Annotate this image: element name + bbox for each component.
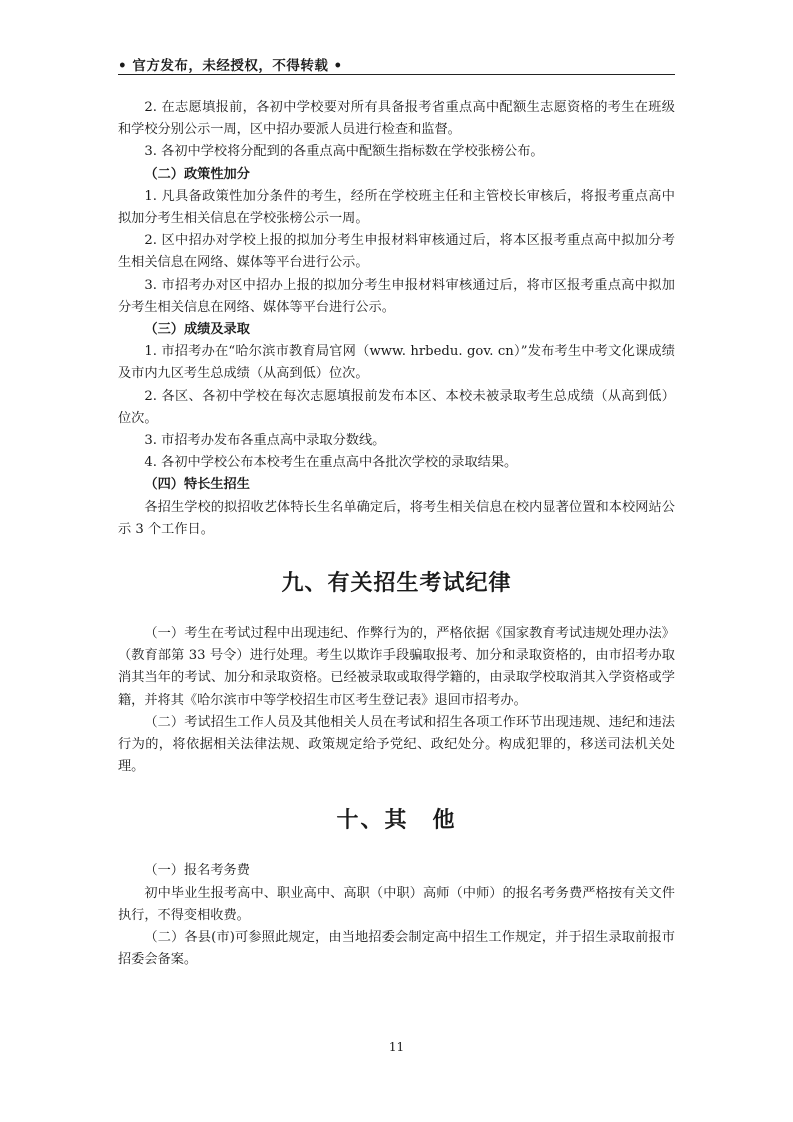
paragraph: 初中毕业生报考高中、职业高中、高职（中职）高师（中师）的报名考务费严格按有关文件执行，不得变相收费。 [118,885,675,923]
subheading-policy-bonus: （二）政策性加分 [144,166,250,182]
paragraph: （一）考生在考试过程中出现违纪、作弊行为的，严格依据《国家教育考试违规处理办法》（教育部第 33 号令）进行处理。考生以欺诈手段骗取报考、加分和录取资格的，由市招考办取消其当年的考试、加分和录取资格。已经被录取或取得学籍的，由录取学校取消其入学资格或学籍，并将其《哈尔滨市中等学校招生市区考生登记表》退回市招考办。 [118,626,675,708]
page-content [118,97,675,972]
paragraph: 各招生学校的拟招收艺体特长生名单确定后，将考生相关信息在校内显著位置和本校网站公示 3 个工作日。 [118,499,675,537]
paragraph: 1. 凡具备政策性加分条件的考生，经所在学校班主任和主管校长审核后，将报考重点高中拟加分考生相关信息在学校张榜公示一周。 [118,188,675,227]
paragraph: 3. 各初中学校将分配到的各重点高中配额生指标数在学校张榜公布。 [144,144,544,160]
subheading-registration-fee: （一）报名考务费 [144,863,250,879]
paragraph: 1. 市招考办在“哈尔滨市教育局官网（www. hrbedu. gov. cn）”发布考生中考文化课成绩及市内九区考生总成绩（从高到低）位次。 [118,344,675,382]
paragraph: 4. 各初中学校公布本校考生在重点高中各批次学校的录取结果。 [144,455,518,471]
paragraph: （二）各县(市)可参照此规定，由当地招委会制定高中招生工作规定，并于招生录取前报市招委会备案。 [118,930,675,968]
section-title-other: 十、其 他 [336,808,457,834]
paragraph: 3. 市招考办对区中招办上报的拟加分考生申报材料审核通过后，将市区报考重点高中拟加分考生相关信息在网络、媒体等平台进行公示。 [118,277,675,315]
page-header: • 官方发布，未经授权，不得转载 • [118,58,343,74]
subheading-special-talent: （四）特长生招生 [144,477,250,493]
section-title-exam-discipline: 九、有关招生考试纪律 [281,571,512,597]
subheading-scores-admission: （三）成绩及录取 [144,322,250,338]
paragraph: 2. 区中招办对学校上报的拟加分考生申报材料审核通过后，将本区报考重点高中拟加分考生相关信息在网络、媒体等平台进行公示。 [118,233,675,271]
paragraph: （二）考试招生工作人员及其他相关人员在考试和招生各项工作环节出现违规、违纪和违法行为的，将依据相关法律法规、政策规定给予党纪、政纪处分。构成犯罪的，移送司法机关处理。 [118,714,675,775]
paragraph: 2. 各区、各初中学校在每次志愿填报前发布本区、本校未被录取考生总成绩（从高到低）位次。 [118,388,675,426]
paragraph: 2. 在志愿填报前，各初中学校要对所有具备报考省重点高中配额生志愿资格的考生在班级和学校分别公示一周，区中招办要派人员进行检查和监督。 [118,100,675,138]
header-rule [118,74,675,75]
page-number: 11 [388,1040,405,1054]
paragraph: 3. 市招考办发布各重点高中录取分数线。 [144,433,386,449]
